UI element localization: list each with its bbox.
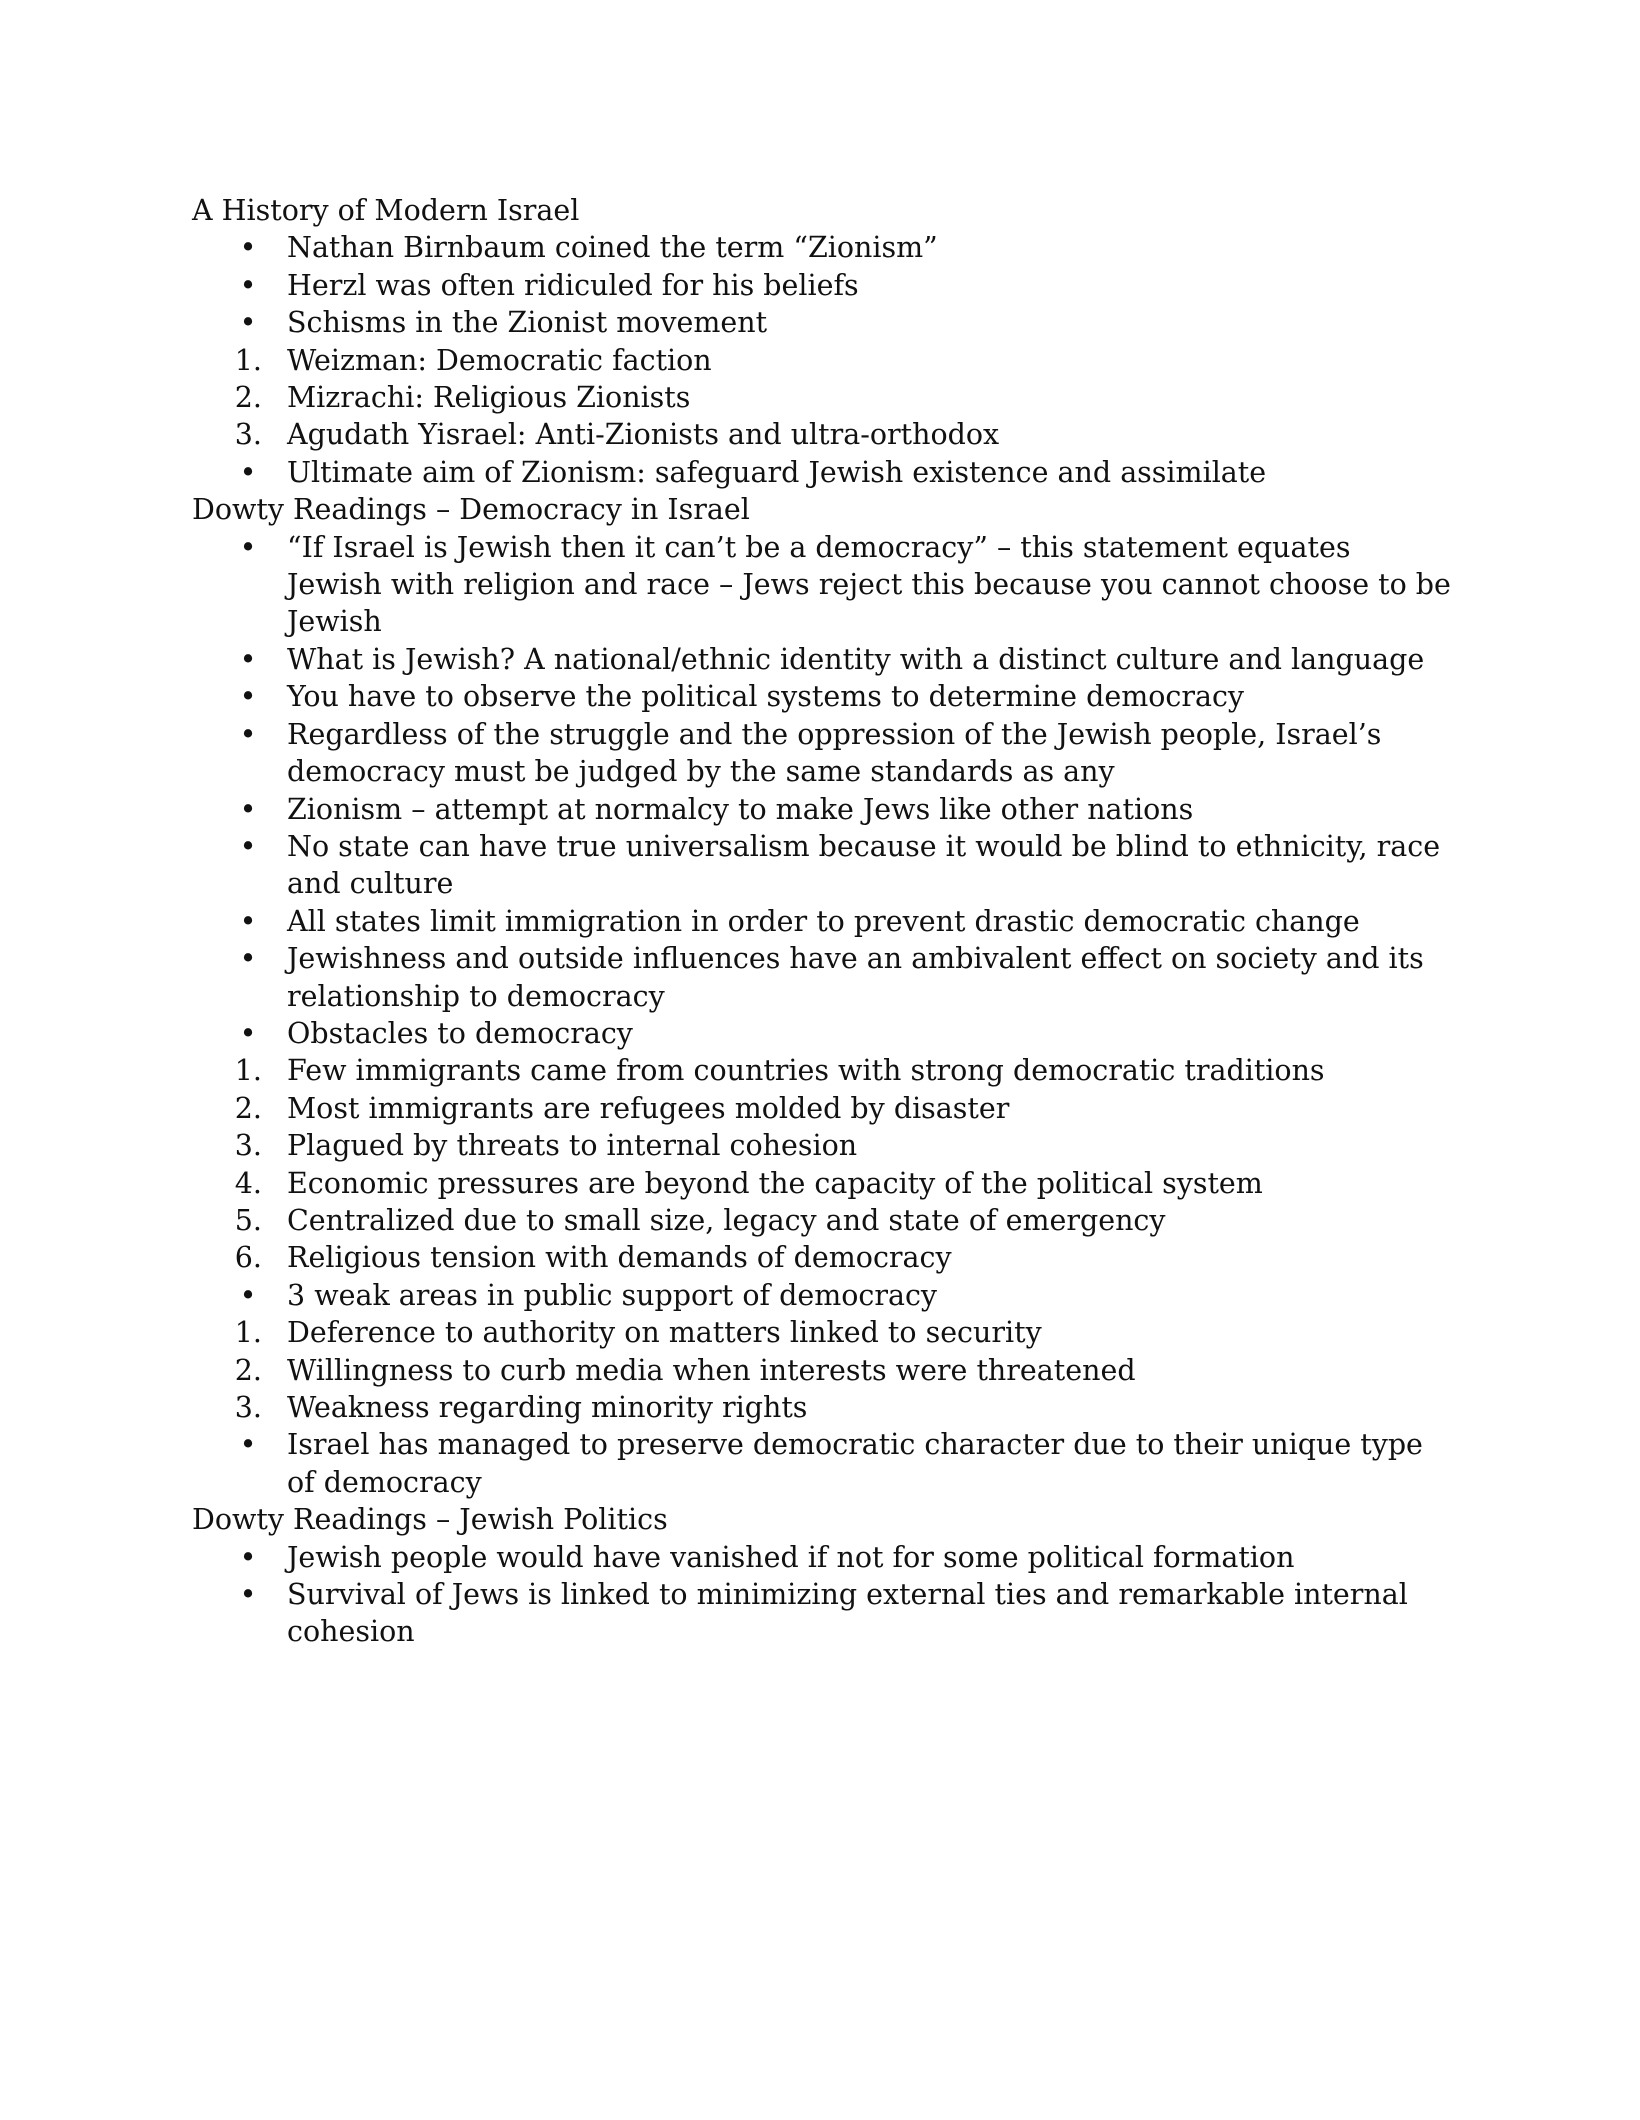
item-text: Weakness regarding minority rights (287, 1391, 808, 1424)
bullet-marker: • (239, 942, 257, 976)
numbered-item (192, 1352, 1452, 1389)
bullet-marker: • (239, 829, 257, 863)
numbered-item (192, 379, 1452, 416)
bullet-item (192, 940, 1452, 1015)
section-heading: Dowty Readings – Democracy in Israel (192, 493, 750, 527)
item-text: Agudath Yisrael: Anti-Zionists and ultra-orthodox (287, 418, 1000, 452)
number-marker: 3. (234, 1391, 262, 1424)
number-marker: 2. (234, 1353, 262, 1387)
bullet-marker: • (239, 904, 257, 938)
number-marker: 2. (234, 381, 262, 415)
bullet-marker: • (239, 1428, 257, 1462)
number-marker: 2. (234, 1091, 262, 1125)
item-text: Jewishness and outside influences have an ambivalent effect on society and its relationship to democracy (287, 942, 1424, 1013)
item-text: Most immigrants are refugees molded by disaster (287, 1091, 1010, 1125)
number-marker: 4. (234, 1166, 262, 1200)
bullet-marker: • (239, 231, 257, 265)
item-text: What is Jewish? A national/ethnic identity with a distinct culture and language (287, 642, 1425, 676)
bullet-item (192, 791, 1452, 828)
section (192, 192, 1452, 491)
item-text: Plagued by threats to internal cohesion (287, 1129, 858, 1163)
item-text: Willingness to curb media when interests were threatened (287, 1353, 1136, 1387)
bullet-marker: • (239, 306, 257, 340)
section (192, 491, 1452, 1501)
item-text: No state can have true universalism because it would be blind to ethnicity, race and culture (287, 829, 1441, 901)
number-marker: 6. (234, 1241, 262, 1275)
item-text: Mizrachi: Religious Zionists (287, 381, 691, 415)
item-text: Jewish people would have vanished if not for some political formation (287, 1540, 1295, 1574)
item-text: Regardless of the struggle and the oppression of the Jewish people, Israel’s democracy must be judged by the same standards as any (287, 717, 1382, 789)
bullet-item (192, 1015, 1452, 1052)
bullet-marker: • (239, 1278, 257, 1312)
item-text: “If Israel is Jewish then it can’t be a democracy” – this statement equates Jewish with religion and race – Jews reject this because you cannot choose to be Jewish (287, 530, 1451, 639)
numbered-item (192, 1165, 1452, 1202)
bullet-item (192, 304, 1452, 341)
bullet-item (192, 1426, 1452, 1501)
item-text: Ultimate aim of Zionism: safeguard Jewish existence and assimilate (287, 455, 1267, 489)
bullet-item (192, 903, 1452, 940)
bullet-item (192, 1576, 1452, 1651)
item-list (192, 229, 1452, 491)
section-heading: A History of Modern Israel (192, 194, 580, 227)
numbered-item (192, 1314, 1452, 1351)
number-marker: 5. (234, 1203, 262, 1237)
bullet-marker: • (239, 1016, 257, 1050)
numbered-item (192, 1389, 1452, 1426)
item-text: Economic pressures are beyond the capacity of the political system (287, 1166, 1263, 1200)
bullet-item (192, 1277, 1452, 1314)
numbered-item (192, 1202, 1452, 1239)
item-list (192, 529, 1452, 1502)
numbered-item (192, 342, 1452, 379)
bullet-item (192, 641, 1452, 678)
section-heading: Dowty Readings – Jewish Politics (192, 1503, 668, 1537)
item-text: Israel has managed to preserve democratic character due to their unique type of democracy (287, 1428, 1423, 1499)
bullet-marker: • (239, 680, 257, 714)
section (192, 1501, 1452, 1651)
bullet-item (192, 454, 1452, 491)
item-text: Weizman: Democratic faction (287, 343, 712, 377)
item-text: 3 weak areas in public support of democracy (287, 1278, 938, 1312)
item-text: Religious tension with demands of democracy (287, 1241, 952, 1275)
bullet-marker: • (239, 455, 257, 489)
numbered-item (192, 1052, 1452, 1089)
bullet-marker: • (239, 268, 257, 302)
bullet-marker: • (239, 717, 257, 751)
bullet-marker: • (239, 1578, 257, 1612)
number-marker: 1. (234, 343, 262, 377)
bullet-marker: • (239, 792, 257, 826)
numbered-item (192, 416, 1452, 453)
item-text: Herzl was often ridiculed for his beliefs (287, 268, 859, 302)
bullet-marker: • (239, 530, 257, 564)
number-marker: 1. (234, 1316, 262, 1350)
item-text: Survival of Jews is linked to minimizing external ties and remarkable internal cohesion (287, 1578, 1408, 1649)
number-marker: 3. (234, 418, 262, 452)
numbered-item (192, 1239, 1452, 1276)
bullet-item (192, 716, 1452, 791)
item-text: Obstacles to democracy (287, 1016, 633, 1050)
item-text: Centralized due to small size, legacy and state of emergency (287, 1203, 1166, 1237)
item-text: Zionism – attempt at normalcy to make Jews like other nations (287, 792, 1194, 826)
item-text: Schisms in the Zionist movement (287, 306, 768, 340)
numbered-item (192, 1090, 1452, 1127)
bullet-item (192, 828, 1452, 903)
bullet-item (192, 229, 1452, 266)
bullet-item (192, 267, 1452, 304)
numbered-item (192, 1127, 1452, 1164)
item-text: Few immigrants came from countries with strong democratic traditions (287, 1054, 1325, 1088)
bullet-item (192, 529, 1452, 641)
bullet-item (192, 1539, 1452, 1576)
item-text: You have to observe the political systems to determine democracy (287, 680, 1245, 714)
number-marker: 3. (234, 1129, 262, 1163)
item-text: Nathan Birnbaum coined the term “Zionism” (287, 231, 938, 265)
item-text: Deference to authority on matters linked to security (287, 1316, 1042, 1350)
item-list (192, 1539, 1452, 1651)
bullet-marker: • (239, 642, 257, 676)
bullet-item (192, 678, 1452, 715)
bullet-marker: • (239, 1540, 257, 1574)
item-text: All states limit immigration in order to prevent drastic democratic change (287, 904, 1360, 938)
number-marker: 1. (234, 1054, 262, 1088)
document-page (192, 192, 1452, 1651)
